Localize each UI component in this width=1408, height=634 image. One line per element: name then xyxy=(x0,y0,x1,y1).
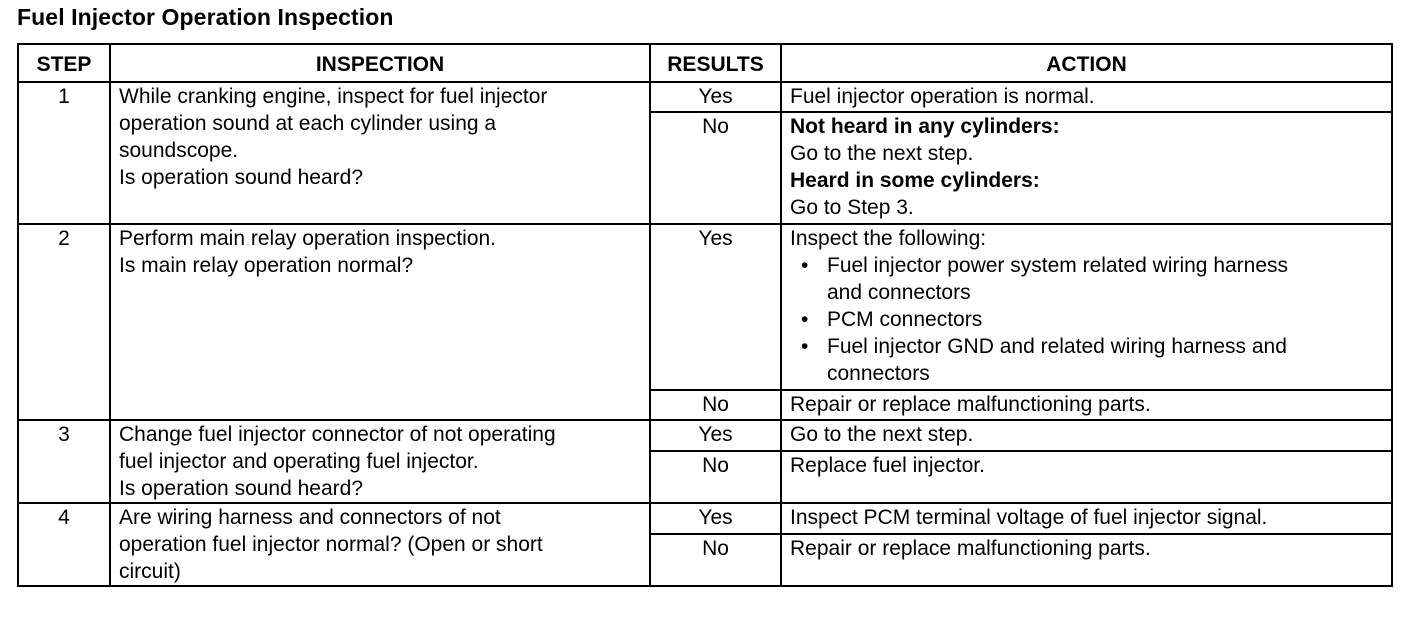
action-text: Inspect PCM terminal voltage of fuel injector signal. xyxy=(781,503,1392,534)
list-item xyxy=(790,306,1383,333)
result-yes: Yes xyxy=(650,82,781,112)
step-number: 4 xyxy=(18,503,110,586)
action-heading: Not heard in any cylinders: xyxy=(790,115,1060,138)
list-item-text: Fuel injector power system related wiring harness and connectors xyxy=(827,254,1289,304)
column-header-results: RESULTS xyxy=(650,44,781,82)
action-intro: Inspect the following: xyxy=(790,227,987,250)
inspection-table xyxy=(17,43,1393,587)
action-text: Repair or replace malfunctioning parts. xyxy=(781,534,1392,586)
action-cell xyxy=(781,112,1392,224)
action-bullet-list xyxy=(790,252,1383,387)
result-no: No xyxy=(650,534,781,586)
inspection-text: While cranking engine, inspect for fuel injector operation sound at each cylinder using a soundscope. Is operation sound heard? xyxy=(110,82,650,224)
inspection-text: Are wiring harness and connectors of not operation fuel injector normal? (Open or short circuit) xyxy=(110,503,650,586)
result-yes: Yes xyxy=(650,503,781,534)
action-text: Go to the next step. xyxy=(790,142,974,165)
result-no: No xyxy=(650,112,781,224)
action-text: Go to the next step. xyxy=(781,420,1392,451)
list-item xyxy=(790,252,1383,306)
action-text: Repair or replace malfunctioning parts. xyxy=(781,390,1392,420)
bullet-icon: • xyxy=(801,254,809,277)
table-header-row xyxy=(18,44,1392,82)
table-row xyxy=(18,503,1392,534)
list-item-text: Fuel injector GND and related wiring harness and connectors xyxy=(827,335,1287,385)
bullet-icon: • xyxy=(801,335,809,358)
action-text: Replace fuel injector. xyxy=(781,451,1392,503)
column-header-step: STEP xyxy=(18,44,110,82)
result-no: No xyxy=(650,390,781,420)
page-title: Fuel Injector Operation Inspection xyxy=(17,4,394,30)
bullet-icon: • xyxy=(801,308,809,331)
table-row xyxy=(18,224,1392,390)
step-number: 2 xyxy=(18,224,110,420)
action-text: Fuel injector operation is normal. xyxy=(781,82,1392,112)
table-row xyxy=(18,82,1392,112)
result-yes: Yes xyxy=(650,224,781,390)
list-item xyxy=(790,333,1383,387)
result-yes: Yes xyxy=(650,420,781,451)
step-number: 3 xyxy=(18,420,110,503)
action-heading: Heard in some cylinders: xyxy=(790,169,1040,192)
step-number: 1 xyxy=(18,82,110,224)
action-text: Go to Step 3. xyxy=(790,196,914,219)
column-header-action: ACTION xyxy=(781,44,1392,82)
result-no: No xyxy=(650,451,781,503)
column-header-inspection: INSPECTION xyxy=(110,44,650,82)
table-row xyxy=(18,420,1392,451)
inspection-text: Change fuel injector connector of not operating fuel injector and operating fuel injector. Is operation sound heard? xyxy=(110,420,650,503)
inspection-text: Perform main relay operation inspection. Is main relay operation normal? xyxy=(110,224,650,420)
action-cell xyxy=(781,224,1392,390)
list-item-text: PCM connectors xyxy=(827,308,983,331)
